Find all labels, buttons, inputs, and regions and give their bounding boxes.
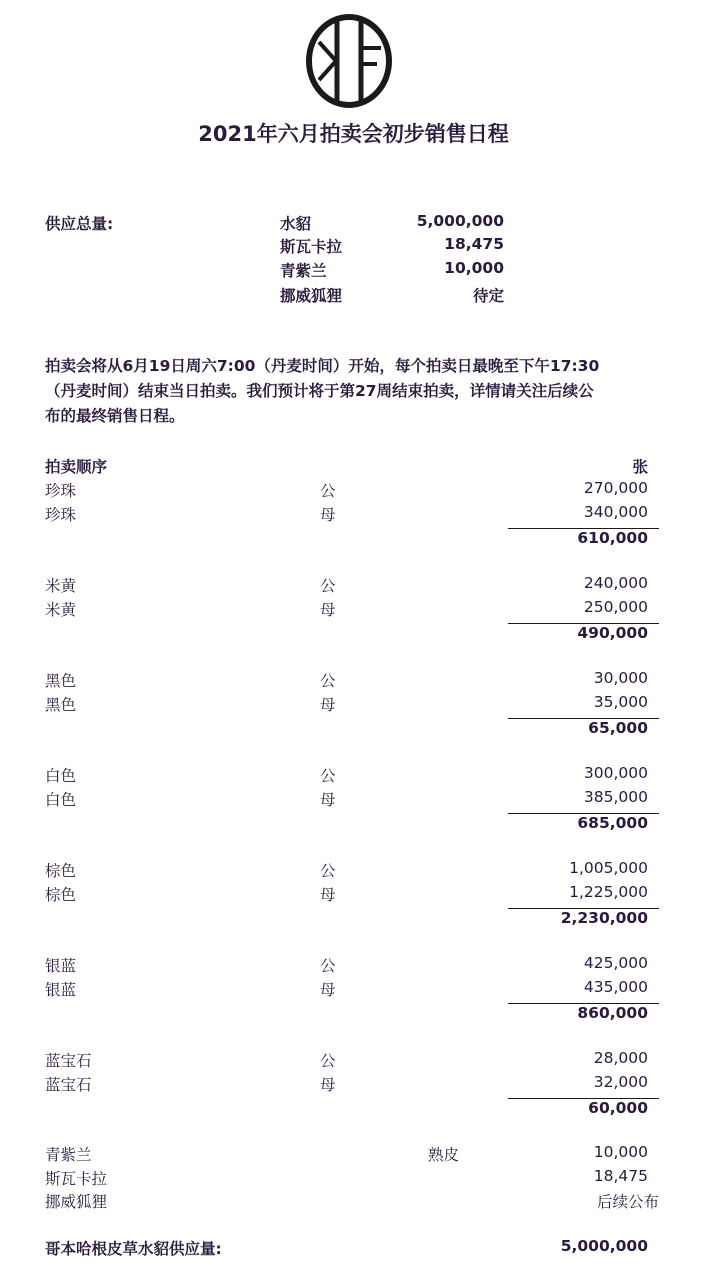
- fur-type-name: 米黄: [45, 601, 77, 619]
- fur-type-name: 黑色: [45, 672, 77, 690]
- subtotal-value: 65,000: [588, 719, 648, 737]
- notice-line: 布的最终销售日程。: [45, 407, 185, 425]
- fur-type-name: 银蓝: [45, 981, 77, 999]
- quantity-value: 1,225,000: [569, 883, 648, 901]
- quantity-value: 28,000: [593, 1049, 648, 1067]
- quantity-value: 425,000: [583, 954, 648, 972]
- footer-label: 哥本哈根皮草水貂供应量:: [45, 1240, 222, 1258]
- fur-type-name: 棕色: [45, 886, 77, 904]
- fur-type-name: 米黄: [45, 577, 77, 595]
- other-item-value: 18,475: [593, 1167, 648, 1185]
- sex-label: 公: [320, 577, 336, 595]
- other-item-name: 斯瓦卡拉: [45, 1170, 108, 1188]
- footer-value: 5,000,000: [560, 1237, 648, 1255]
- quantity-value: 240,000: [583, 574, 648, 592]
- subtotal-value: 490,000: [577, 624, 648, 642]
- unit-label: 张: [632, 458, 648, 476]
- supply-item-value: 待定: [472, 287, 504, 305]
- sex-label: 公: [320, 957, 336, 975]
- order-header: 拍卖顺序: [45, 458, 108, 476]
- quantity-value: 270,000: [583, 479, 648, 497]
- sex-label: 母: [320, 981, 336, 999]
- notice-line: （丹麦时间）结束当日拍卖。我们预计将于第27周结束拍卖，详情请关注后续公: [45, 382, 594, 400]
- quantity-value: 250,000: [583, 598, 648, 616]
- sex-label: 母: [320, 791, 336, 809]
- quantity-value: 1,005,000: [569, 859, 648, 877]
- quantity-value: 30,000: [593, 669, 648, 687]
- subtotal-value: 610,000: [577, 529, 648, 547]
- subtotal-value: 60,000: [588, 1099, 648, 1117]
- quantity-value: 385,000: [583, 788, 648, 806]
- fur-type-name: 蓝宝石: [45, 1052, 92, 1070]
- sex-label: 母: [320, 696, 336, 714]
- fur-type-name: 白色: [45, 791, 77, 809]
- fur-type-name: 珍珠: [45, 506, 77, 524]
- sex-label: 公: [320, 767, 336, 785]
- page-title: 2021年六月拍卖会初步销售日程: [198, 122, 509, 146]
- other-item-type: 熟皮: [428, 1146, 460, 1164]
- other-item-value: 后续公布: [596, 1193, 659, 1211]
- quantity-value: 35,000: [593, 693, 648, 711]
- sex-label: 公: [320, 482, 336, 500]
- fur-type-name: 珍珠: [45, 482, 77, 500]
- subtotal-value: 2,230,000: [560, 909, 648, 927]
- fur-type-name: 蓝宝石: [45, 1076, 92, 1094]
- supply-label: 供应总量:: [45, 215, 114, 233]
- subtotal-value: 860,000: [577, 1004, 648, 1022]
- kopenhagen-fur-logo: [305, 14, 393, 108]
- quantity-value: 300,000: [583, 764, 648, 782]
- fur-type-name: 黑色: [45, 696, 77, 714]
- fur-type-name: 棕色: [45, 862, 77, 880]
- notice-line: 拍卖会将从6月19日周六7:00（丹麦时间）开始，每个拍卖日最晚至下午17:30: [45, 357, 600, 375]
- other-item-name: 青紫兰: [45, 1146, 92, 1164]
- other-item-value: 10,000: [593, 1143, 648, 1161]
- quantity-value: 32,000: [593, 1073, 648, 1091]
- supply-item-name: 青紫兰: [280, 262, 327, 280]
- quantity-value: 435,000: [583, 978, 648, 996]
- sex-label: 母: [320, 1076, 336, 1094]
- sex-label: 母: [320, 601, 336, 619]
- fur-type-name: 银蓝: [45, 957, 77, 975]
- sex-label: 公: [320, 672, 336, 690]
- sex-label: 公: [320, 1052, 336, 1070]
- supply-item-value: 10,000: [444, 259, 504, 277]
- supply-item-value: 18,475: [444, 235, 504, 253]
- fur-type-name: 白色: [45, 767, 77, 785]
- sex-label: 母: [320, 506, 336, 524]
- other-item-name: 挪威狐狸: [45, 1193, 108, 1211]
- subtotal-value: 685,000: [577, 814, 648, 832]
- supply-item-name: 斯瓦卡拉: [280, 238, 343, 256]
- sex-label: 母: [320, 886, 336, 904]
- supply-item-name: 挪威狐狸: [280, 287, 343, 305]
- quantity-value: 340,000: [583, 503, 648, 521]
- supply-item-name: 水貂: [280, 215, 312, 233]
- supply-item-value: 5,000,000: [416, 212, 504, 230]
- sex-label: 公: [320, 862, 336, 880]
